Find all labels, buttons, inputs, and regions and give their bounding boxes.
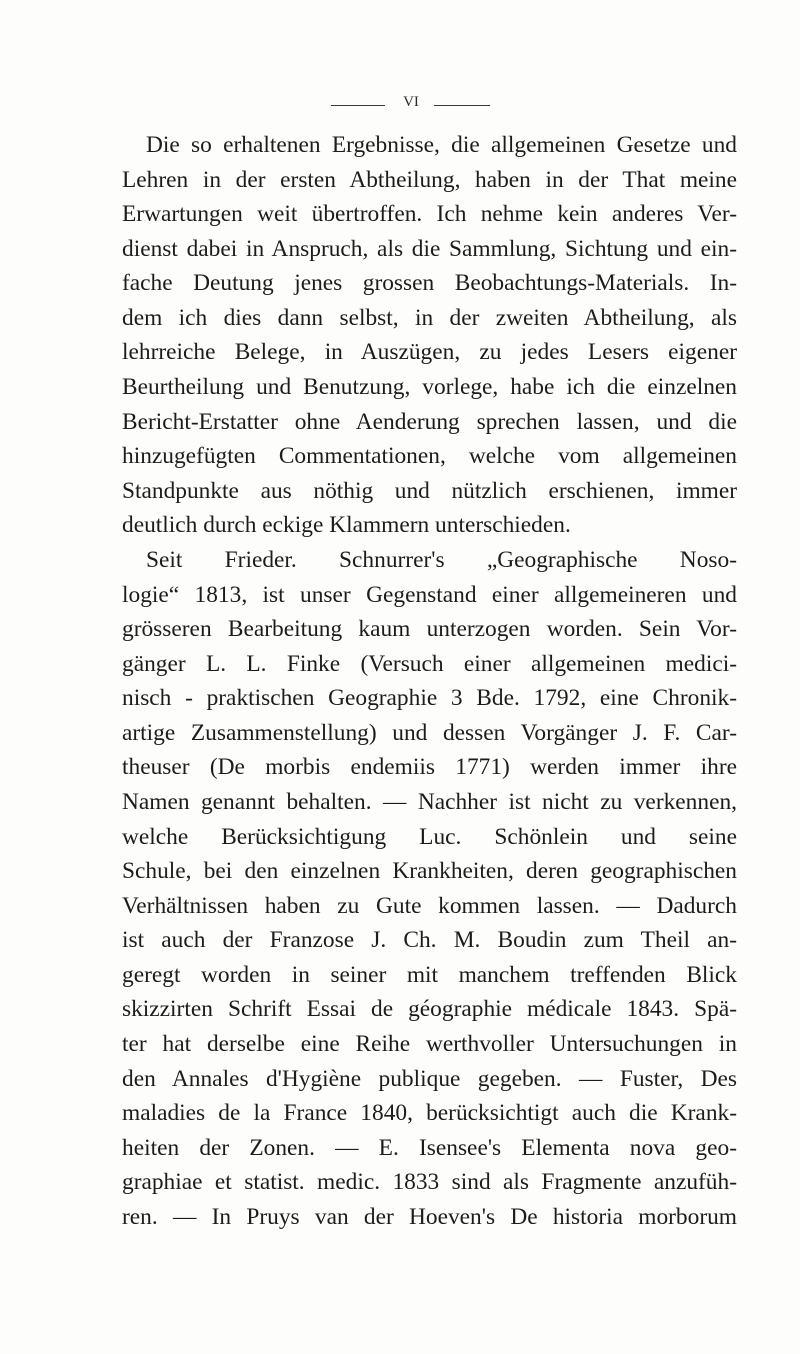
text-line: Beurtheilung und Benutzung, vorlege, habe ich die einzelnen (122, 374, 737, 401)
text-line: heiten der Zonen. — E. Isensee's Elementa nova geo- (122, 1134, 737, 1161)
text-line: den Annales d'Hygiène publique gegeben. — Fuster, Des (122, 1065, 737, 1092)
text-line: skizzirten Schrift Essai de géographie médicale 1843. Spä- (122, 996, 737, 1023)
text-line: deutlich durch eckige Klammern unterschieden. (122, 512, 571, 539)
header-rule-right (434, 105, 490, 106)
text-line: logie“ 1813, ist unser Gegenstand einer allgemeineren und (122, 581, 737, 608)
text-line: dem ich dies dann selbst, in der zweiten Abtheilung, als (122, 304, 737, 331)
body-text (122, 128, 737, 1235)
text-line: Standpunkte aus nöthig und nützlich erschienen, immer (122, 477, 737, 504)
text-line: artige Zusammenstellung) und dessen Vorgänger J. F. Car- (122, 719, 737, 746)
text-line: welche Berücksichtigung Luc. Schönlein und seine (122, 823, 737, 850)
text-line: dienst dabei in Anspruch, als die Sammlung, Sichtung und ein- (122, 235, 737, 262)
text-line: Die so erhaltenen Ergebnisse, die allgemeinen Gesetze und (146, 132, 737, 158)
text-line: grösseren Bearbeitung kaum unterzogen worden. Sein Vor- (122, 616, 737, 643)
text-line: Bericht-Erstatter ohne Aenderung sprechen lassen, und die (122, 408, 737, 435)
text-line: nisch - praktischen Geographie 3 Bde. 1792, eine Chronik- (122, 685, 737, 712)
header-rule-left (331, 105, 385, 106)
text-line: Seit Frieder. Schnurrer's „Geographische Noso- (146, 546, 737, 573)
text-line: maladies de la France 1840, berücksichtigt auch die Krank- (122, 1100, 737, 1127)
text-line: lehrreiche Belege, in Auszügen, zu jedes Lesers eigener (122, 339, 737, 366)
text-line: ren. — In Pruys van der Hoeven's De historia morborum (122, 1203, 737, 1230)
text-line: geregt worden in seiner mit manchem treffenden Blick (122, 961, 737, 988)
text-line: ter hat derselbe eine Reihe werthvoller Untersuchungen in (122, 1031, 737, 1058)
text-line: ist auch der Franzose J. Ch. M. Boudin zum Theil an- (122, 927, 737, 954)
text-line: Erwartungen weit übertroffen. Ich nehme kein anderes Ver- (122, 201, 737, 228)
text-line: Lehren in der ersten Abtheilung, haben in der That meine (122, 166, 737, 193)
text-line: Schule, bei den einzelnen Krankheiten, deren geographischen (122, 858, 737, 885)
text-line: theuser (De morbis endemiis 1771) werden immer ihre (122, 754, 737, 781)
page-header (0, 94, 800, 114)
text-line: Namen genannt behalten. — Nachher ist nicht zu verkennen, (122, 788, 737, 815)
text-line: gänger L. L. Finke (Versuch einer allgemeinen medici- (122, 650, 737, 677)
text-line: Verhältnissen haben zu Gute kommen lassen. — Dadurch (122, 892, 737, 919)
text-line: graphiae et statist. medic. 1833 sind als Fragmente anzufüh- (122, 1169, 737, 1196)
page-number: VI (403, 94, 419, 110)
text-line: hinzugefügten Commentationen, welche vom allgemeinen (122, 443, 737, 470)
text-line: fache Deutung jenes grossen Beobachtungs-Materials. In- (122, 270, 737, 297)
